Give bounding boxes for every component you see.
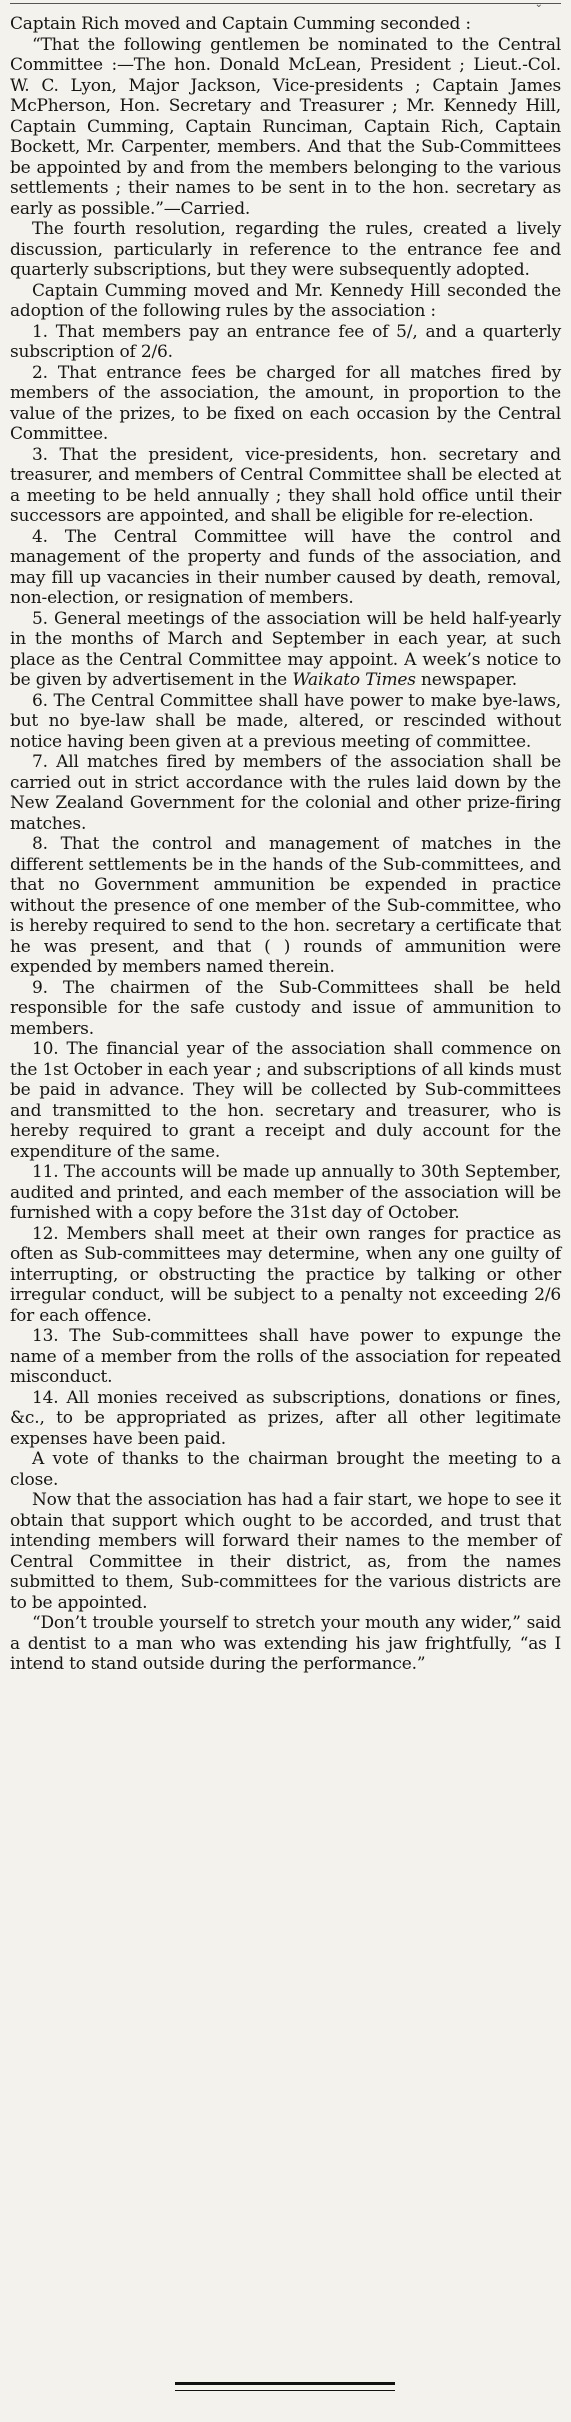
- rule-mark-icon: ⌄: [534, 0, 543, 10]
- paragraph-fourth-resolution: The fourth resolution, regarding the rules, created a lively discussion, particularly in reference to the entrance fee and quarterly subscriptions, but they were subsequently adopted.: [10, 219, 561, 280]
- rule-3: 3. That the president, vice-presidents, hon. secretary and treasurer, and members of Central Committee shall be elected at a meeting to be held annually ; they shall hold office until their successors are appointed, and shall be eligible for re-election.: [10, 444, 561, 526]
- rule-6: 6. The Central Committee shall have power to make bye-laws, but no bye-law shall be made, altered, or rescinded without notice having been given at a previous meeting of committee.: [10, 690, 561, 752]
- rule-12: 12. Members shall meet at their own ranges for practice as often as Sub-committees may determine, when any one guilty of interrupting, or obstructing the practice by talking or other irregular conduct, will be subject to a penalty not exceeding 2/6 for each offence.: [10, 1223, 561, 1326]
- paragraph-motion: Captain Rich moved and Captain Cumming seconded :: [10, 14, 471, 34]
- paragraph-nominations: “That the following gentlemen be nominated to the Central Committee :—The hon. Donald McLean, President ; Lieut.-Col. W. C. Lyon, Major Jackson, Vice-presidents ; Captain James McPherson, Hon. Secretary and Treasurer ; Mr. Kennedy Hill, Captain Cumming, Captain Runciman, Captain Rich, Captain Bockett, Mr. Carpenter, members. And that the Sub-Committees be appointed by and from the members belonging to the various settlements ; their names to be sent in to the hon. secretary as early as possible.”—Carried.: [10, 34, 561, 219]
- rule-1: 1. That members pay an entrance fee of 5/, and a quarterly subscription of 2/6.: [10, 321, 561, 362]
- rule-7: 7. All matches fired by members of the association shall be carried out in strict accordance with the rules laid down by the New Zealand Government for the colonial and other prize-firing matches.: [10, 752, 561, 834]
- rule-5-text: 5. General meetings of the association will be held half-yearly in the months of March and September in each year, at such place as the Central Committee may appoint. A week’s notice to be given by advertisement in the: [10, 608, 561, 690]
- rule-8: 8. That the control and management of matches in the different settlements be in the hands of the Sub-committees, and that no Government ammunition be expended in practice without the presence of one member of the Sub-committee, who is hereby required to send to the hon. secretary a certificate that he was present, and that ( ) rounds of ammunition were expended by members named therein.: [10, 834, 561, 977]
- rule-2: 2. That entrance fees be charged for all matches fired by members of the association, the amount, in proportion to the value of the prizes, to be fixed on each occasion by the Central Committee.: [10, 362, 561, 444]
- rule-5-tail: newspaper.: [421, 670, 517, 690]
- paragraph-dentist-anecdote: “Don’t trouble yourself to stretch your mouth any wider,” said a dentist to a man who was extending his jaw frightfully, “as I intend to stand outside during the performance.”: [10, 1613, 561, 1674]
- top-rule: [10, 0, 561, 10]
- rule-14: 14. All monies received as subscriptions, donations or fines, &c., to be appropriated as prizes, after all other legitimate expenses have been paid.: [10, 1387, 561, 1449]
- end-rule-thin: [175, 2390, 395, 2391]
- paragraph-association-support: Now that the association has had a fair start, we hope to see it obtain that support which ought to be accorded, and trust that intending members will forward their names to the member of Central Committee in their district, as, from the names submitted to them, Sub-committees for the various districts are to be appointed.: [10, 1490, 561, 1613]
- newspaper-name: Waikato Times: [292, 670, 416, 690]
- rule-5: [10, 609, 561, 691]
- rule-13: 13. The Sub-committees shall have power to expunge the name of a member from the rolls of the association for repeated misconduct.: [10, 1326, 561, 1387]
- rule-4: 4. The Central Committee will have the control and management of the property and funds of the association, and may fill up vacancies in their number caused by death, removal, non-election, or resignation of members.: [10, 526, 561, 608]
- rule-10: 10. The financial year of the association shall commence on the 1st October in each year ; and subscriptions of all kinds must be paid in advance. They will be collected by Sub-committees and transmitted to the hon. secretary and treasurer, who is hereby required to grant a receipt and duly account for the expenditure of the same.: [10, 1039, 561, 1162]
- end-rule-thick: [175, 2382, 395, 2385]
- rule-11: 11. The accounts will be made up annually to 30th September, audited and printed, and each member of the association will be furnished with a copy before the 31st day of October.: [10, 1162, 561, 1223]
- rule-9: 9. The chairmen of the Sub-Committees shall be held responsible for the safe custody and issue of ammunition to members.: [10, 977, 561, 1039]
- paragraph-vote-of-thanks: A vote of thanks to the chairman brought the meeting to a close.: [10, 1449, 561, 1490]
- end-rule: [175, 2382, 395, 2396]
- paragraph-rules-motion: Captain Cumming moved and Mr. Kennedy Hill seconded the adoption of the following rules by the association :: [10, 280, 561, 321]
